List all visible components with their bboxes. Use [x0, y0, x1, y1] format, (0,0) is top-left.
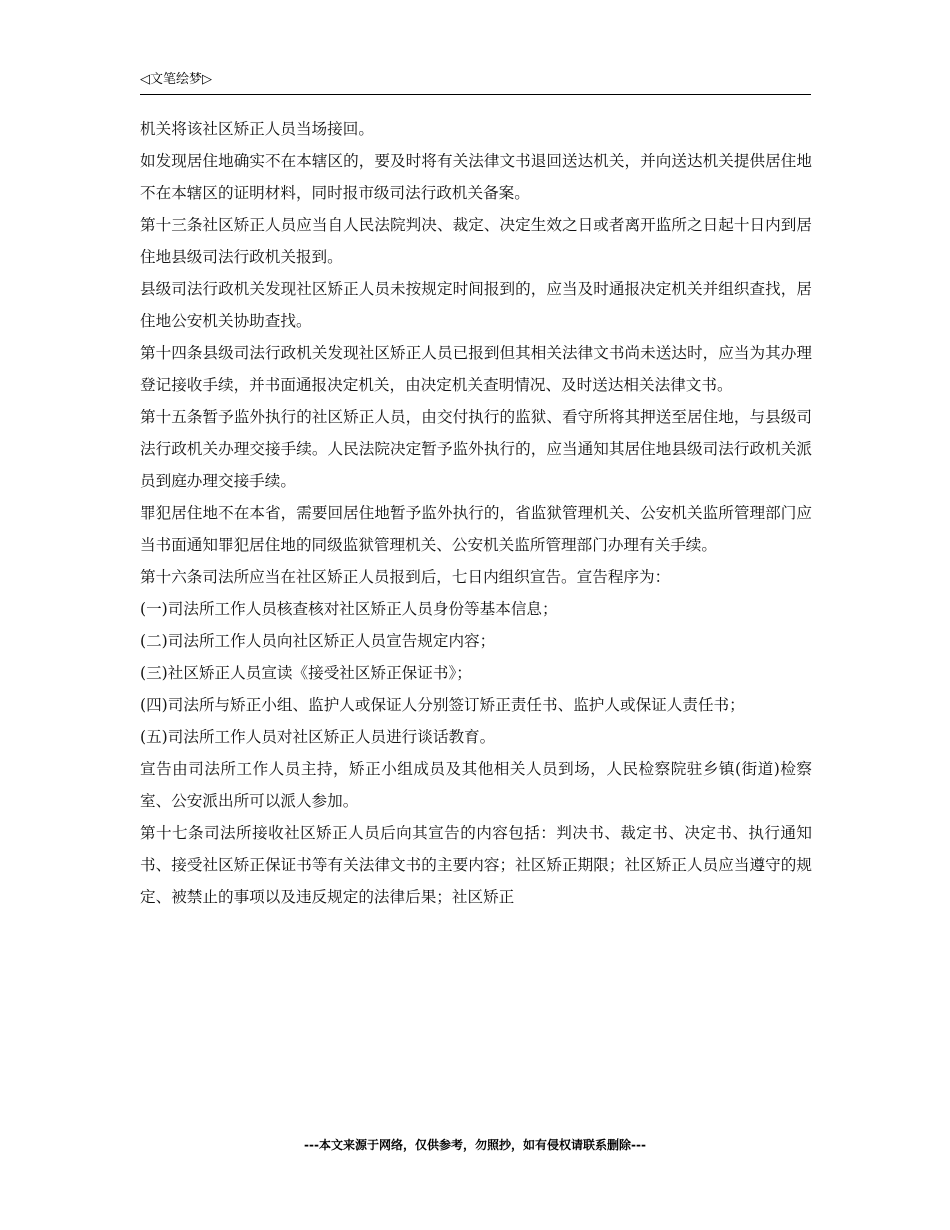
list-item: (四)司法所与矫正小组、监护人或保证人分别签订矫正责任书、监护人或保证人责任书；	[140, 696, 745, 714]
list-item: (一)司法所工作人员核查核对社区矫正人员身份等基本信息；	[140, 600, 558, 618]
paragraph: 宣告由司法所工作人员主持，矫正小组成员及其他相关人员到场，人民检察院驻乡镇(街道)检察室、公安派出所可以派人参加。	[140, 760, 812, 810]
header-title: ◁文笔绘梦▷	[140, 72, 212, 87]
paragraph: 如发现居住地确实不在本辖区的，要及时将有关法律文书退回送达机关，并向送达机关提供居住地不在本辖区的证明材料，同时报市级司法行政机关备案。	[140, 152, 812, 202]
list-item: (五)司法所工作人员对社区矫正人员进行谈话教育。	[140, 728, 496, 746]
page-footer: ---本文来源于网络，仅供参考，勿照抄，如有侵权请联系删除---	[304, 1138, 646, 1152]
paragraph: 罪犯居住地不在本省，需要回居住地暂予监外执行的，省监狱管理机关、公安机关监所管理部门应当书面通知罪犯居住地的同级监狱管理机关、公安机关监所管理部门办理有关手续。	[140, 504, 812, 554]
paragraph: 第十五条暂予监外执行的社区矫正人员，由交付执行的监狱、看守所将其押送至居住地，与县级司法行政机关办理交接手续。人民法院决定暂予监外执行的，应当通知其居住地县级司法行政机关派员到庭办理交接手续。	[140, 408, 812, 490]
paragraph: 县级司法行政机关发现社区矫正人员未按规定时间报到的，应当及时通报决定机关并组织查找，居住地公安机关协助查找。	[140, 280, 812, 330]
paragraph: 第十四条县级司法行政机关发现社区矫正人员已报到但其相关法律文书尚未送达时，应当为其办理登记接收手续，并书面通报决定机关，由决定机关查明情况、及时送达相关法律文书。	[140, 344, 812, 394]
list-item: (二)司法所工作人员向社区矫正人员宣告规定内容；	[140, 632, 496, 650]
document-body	[140, 113, 812, 913]
list-item: (三)社区矫正人员宣读《接受社区矫正保证书》；	[140, 664, 472, 682]
page-header	[140, 68, 811, 95]
paragraph: 第十六条司法所应当在社区矫正人员报到后，七日内组织宣告。宣告程序为：	[140, 568, 671, 586]
paragraph: 机关将该社区矫正人员当场接回。	[140, 120, 374, 138]
paragraph: 第十七条司法所接收社区矫正人员后向其宣告的内容包括：判决书、裁定书、决定书、执行通知书、接受社区矫正保证书等有关法律文书的主要内容；社区矫正期限；社区矫正人员应当遵守的规定、被禁止的事项以及违反规定的法律后果；社区矫正	[140, 824, 812, 906]
paragraph: 第十三条社区矫正人员应当自人民法院判决、裁定、决定生效之日或者离开监所之日起十日内到居住地县级司法行政机关报到。	[140, 216, 812, 266]
